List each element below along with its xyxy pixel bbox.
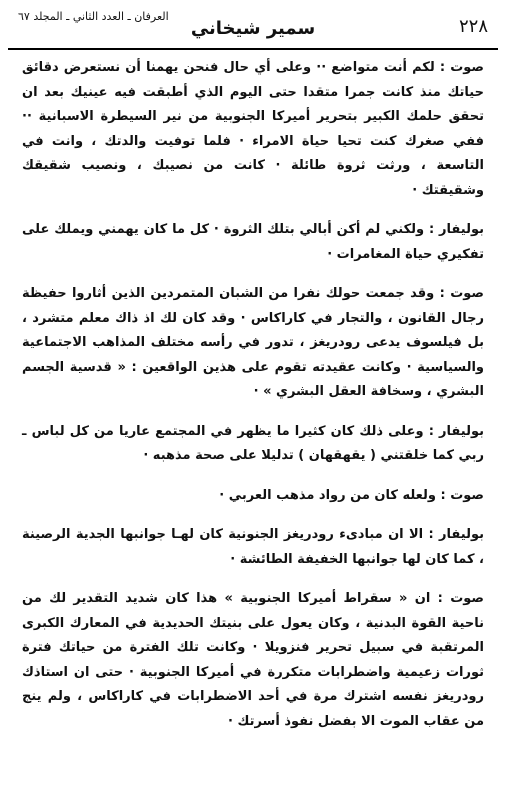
paragraph: صوت : وقد جمعت حولك نفرا من الشبان المتمردين الذين أثاروا حفيظة رجال القانون ، والتجار في كاراكاس · وقد كان لك اذ ذاك معلم متشرد ، بل فيلسوف يدعى رودريغز ، تدور في رأسه مختلف المذاهب الاجتماعية والسياسية · وكانت عقيدته تقوم على هذين الواقعين : « قدسية الجسم البشري ، وسخافة العقل البشري » · [22, 286, 484, 399]
page-number: ٢٢٨ [458, 16, 488, 37]
paragraph: صوت : ان « سقراط أميركا الجنوبية » هذا كان شديد التقدير لك من ناحية القوة البدنية ، وكان يعول على بنيتك الحديدية في المعارك الكبرى المرتقبة في سبيل تحرير فنزويلا · وكانت تلك الفترة من حياتك فترة ثورات زعيمية واضطرابات متكررة في أميركا الجنوبية · حتى ان استاذك رودريغز نفسه اشترك مرة في أحد الاضطرابات في كاراكاس ، ولم ينج من عقاب الموت الا بفضل نفوذ أسرتك · [22, 591, 484, 729]
header-divider [8, 48, 498, 50]
paragraph: صوت : لكم أنت متواضع ·· وعلى أي حال فنحن يهمنا أن نستعرض دقائق حياتك منذ كانت جمرا متقدا حتى اليوم الذي أطبقت فيه عينيك بعد ان تحقق حلمك الكبير بتحرير أميركا الجنوبية من نير السيطرة الاسبانية ·· ففي صغرك كنت تحيا حياة الامراء · فلما توفيت والدتك ، وانت في التاسعة ، ورثت ثروة طائلة · كانت من نصيبك ، ونصيب شقيقك وشقيقتك · [22, 60, 484, 198]
paragraph: صوت : ولعله كان من رواد مذهب العربي · [219, 487, 484, 503]
paragraph: بوليفار : وعلى ذلك كان كثيرا ما يظهر في المجتمع عاريا من كل لباس ـ ربي كما خلقتني ( يقهقهان ) تدليلا على صحة مذهبه · [22, 423, 484, 463]
paragraph: بوليفار : ولكني لم أكن أبالي بتلك الثروة · كل ما كان يهمني ويملك على تفكيري حياة المغامرات · [22, 222, 484, 262]
body-text [22, 56, 484, 734]
paragraph: بوليفار : الا ان مبادىء رودريغز الجنونية كان لهـا جوانبها الجدية الرصينة ، كما كان لها جوانبها الخفيفة الطائشة · [22, 527, 484, 567]
journal-title: العرفان ـ العدد الثاني ـ المجلد ٦٧ [18, 10, 169, 23]
author-name: سمير شيخاني [190, 18, 316, 39]
page-header [12, 6, 494, 46]
